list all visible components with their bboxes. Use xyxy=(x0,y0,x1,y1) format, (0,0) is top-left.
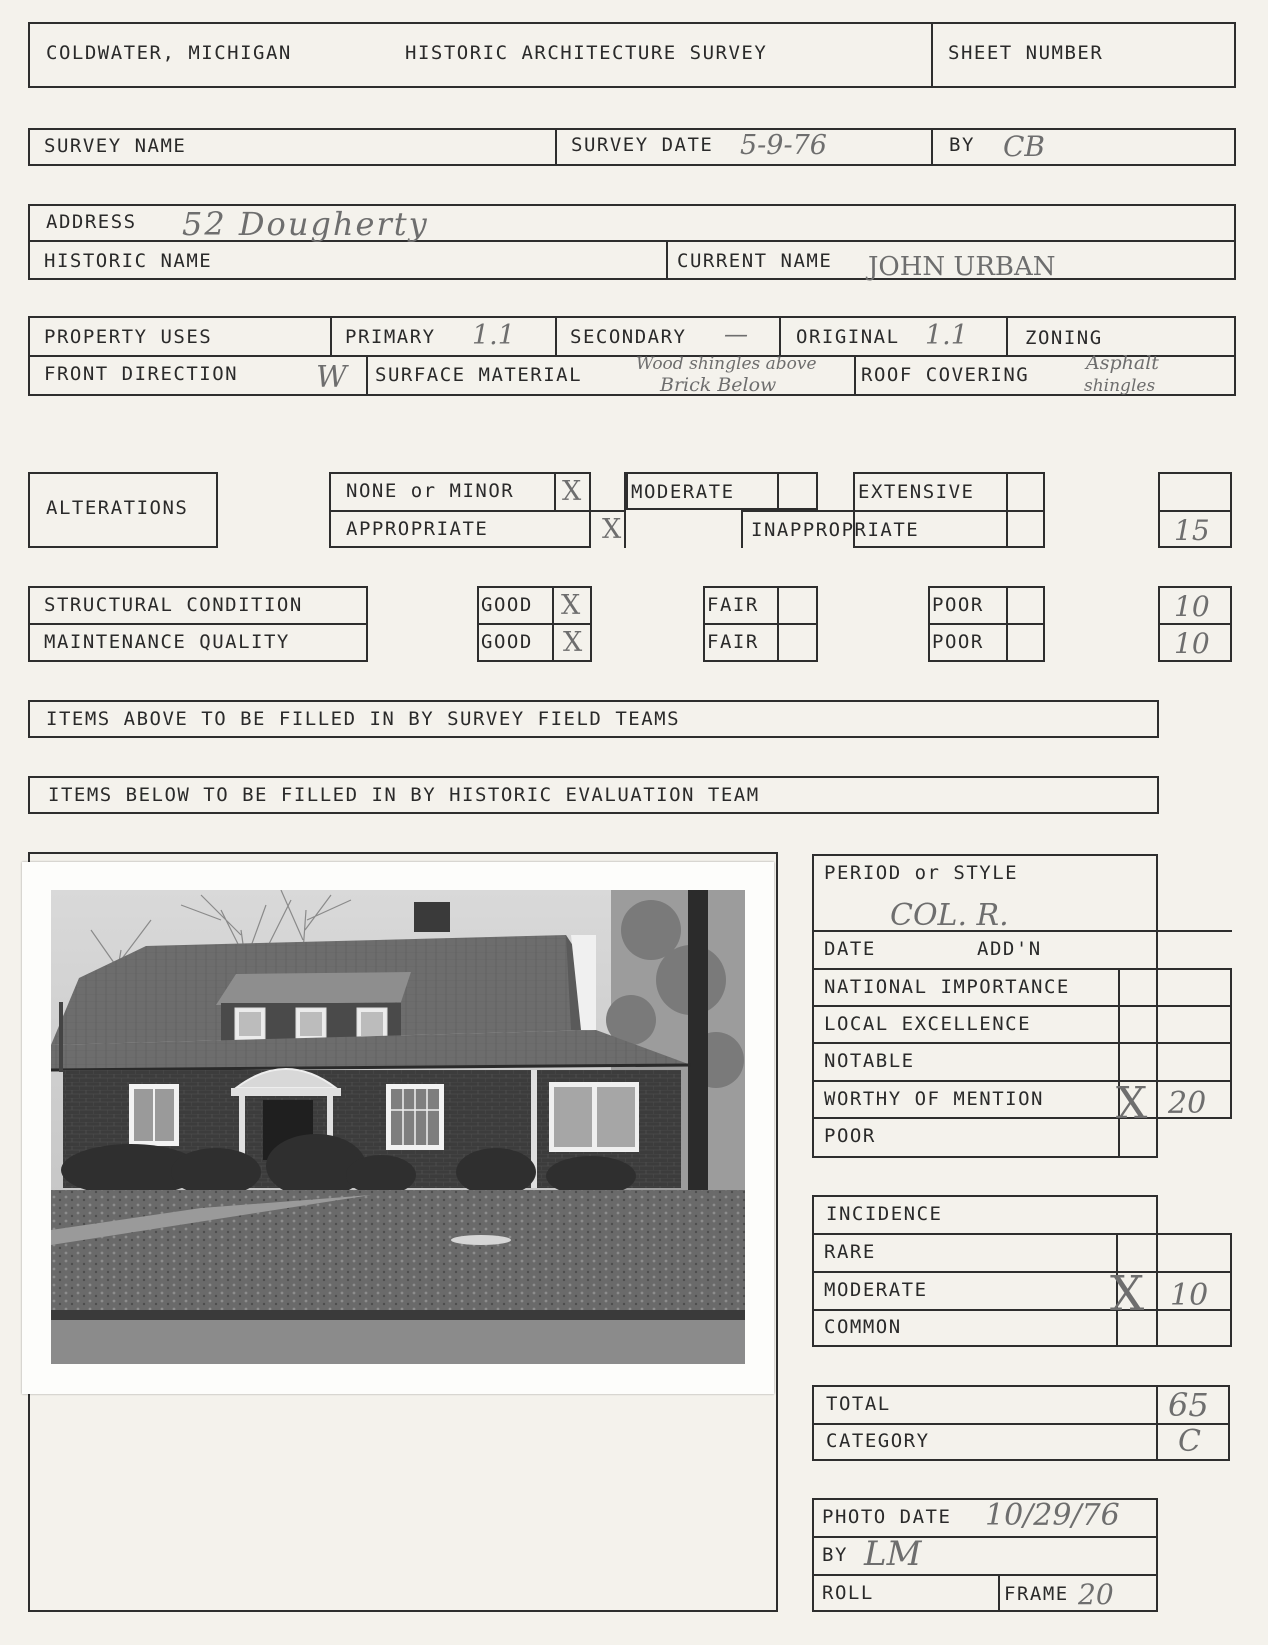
worthy-score: 20 xyxy=(1168,1086,1207,1121)
photo-date-value: 10/29/76 xyxy=(985,1498,1120,1533)
rare-label: RARE xyxy=(824,1241,876,1263)
fair-label-maintenance: FAIR xyxy=(707,631,759,653)
maintenance-quality-label: MAINTENANCE QUALITY xyxy=(44,631,290,653)
original-value: 1.1 xyxy=(925,320,968,351)
roll-label: ROLL xyxy=(822,1582,874,1604)
roof-covering-label: ROOF COVERING xyxy=(861,364,1030,386)
category-label: CATEGORY xyxy=(826,1430,930,1452)
house-photograph xyxy=(22,862,774,1394)
photo-by-label: BY xyxy=(822,1544,848,1566)
header-title: HISTORIC ARCHITECTURE SURVEY xyxy=(405,42,768,64)
alterations-score: 15 xyxy=(1174,514,1210,547)
notes-above: ITEMS ABOVE TO BE FILLED IN BY SURVEY FIELD TEAMS xyxy=(46,708,681,730)
secondary-label: SECONDARY xyxy=(570,326,687,348)
category-value: C xyxy=(1178,1424,1201,1459)
current-name-label: CURRENT NAME xyxy=(677,250,833,272)
addn-label: ADD'N xyxy=(977,938,1042,960)
good-label-structural: GOOD xyxy=(481,594,533,616)
original-label: ORIGINAL xyxy=(796,326,900,348)
current-name-value: JOHN URBAN xyxy=(868,252,1056,282)
survey-date-value: 5-9-76 xyxy=(740,130,827,161)
poor-label-structural: POOR xyxy=(932,594,984,616)
survey-by-value: CB xyxy=(1003,130,1045,163)
zoning-label: ZONING xyxy=(1025,327,1103,349)
address-label: ADDRESS xyxy=(46,211,137,233)
incidence-moderate-label: MODERATE xyxy=(824,1279,928,1301)
address-value: 52 Dougherty xyxy=(182,205,429,243)
frame-label: FRAME xyxy=(1004,1583,1069,1605)
none-minor-mark: X xyxy=(562,476,582,507)
alterations-label: ALTERATIONS xyxy=(46,497,189,519)
front-direction-value: W xyxy=(316,360,347,395)
surface-material-line1: Wood shingles above xyxy=(636,354,817,374)
notes-below: ITEMS BELOW TO BE FILLED IN BY HISTORIC EVALUATION TEAM xyxy=(48,784,760,806)
surface-material-line2: Brick Below xyxy=(660,374,777,396)
poor-label-maintenance: POOR xyxy=(932,631,984,653)
frame-value: 20 xyxy=(1078,1578,1114,1611)
primary-label: PRIMARY xyxy=(345,326,436,348)
period-style-label: PERIOD or STYLE xyxy=(824,862,1019,884)
header-city: COLDWATER, MICHIGAN xyxy=(46,42,292,64)
primary-value: 1.1 xyxy=(472,320,515,351)
structural-good-mark: X xyxy=(561,590,581,621)
survey-by-label: BY xyxy=(949,134,975,156)
national-importance-label: NATIONAL IMPORTANCE xyxy=(824,976,1070,998)
roof-covering-line1: Asphalt xyxy=(1086,352,1159,374)
appropriate-mark: X xyxy=(602,514,622,545)
moderate-label: MODERATE xyxy=(631,481,735,503)
notable-label: NOTABLE xyxy=(824,1050,915,1072)
common-label: COMMON xyxy=(824,1316,902,1338)
fair-label-structural: FAIR xyxy=(707,594,759,616)
sheet-number-label: SHEET NUMBER xyxy=(948,42,1104,64)
incidence-moderate-score: 10 xyxy=(1170,1278,1209,1313)
historic-name-label: HISTORIC NAME xyxy=(44,250,213,272)
good-label-maintenance: GOOD xyxy=(481,631,533,653)
appropriate-label: APPROPRIATE xyxy=(346,518,489,540)
front-direction-label: FRONT DIRECTION xyxy=(44,363,239,385)
total-value: 65 xyxy=(1168,1386,1209,1424)
extensive-label: EXTENSIVE xyxy=(858,481,975,503)
survey-date-label: SURVEY DATE xyxy=(571,134,714,156)
surface-material-label: SURFACE MATERIAL xyxy=(375,364,583,386)
date-label: DATE xyxy=(824,938,876,960)
incidence-label: INCIDENCE xyxy=(826,1203,943,1225)
worthy-of-mention-label: WORTHY OF MENTION xyxy=(824,1088,1044,1110)
incidence-moderate-mark: X xyxy=(1110,1266,1145,1322)
period-style-value: COL. R. xyxy=(890,898,1009,933)
maintenance-good-mark: X xyxy=(563,627,583,658)
structural-score: 10 xyxy=(1174,590,1210,623)
poor-label: POOR xyxy=(824,1125,876,1147)
roof-covering-line2: shingles xyxy=(1084,376,1156,396)
photo-by-value: LM xyxy=(864,1534,922,1574)
photo-date-label: PHOTO DATE xyxy=(822,1506,952,1528)
inappropriate-label: INAPPROPRIATE xyxy=(751,519,920,541)
maintenance-score: 10 xyxy=(1174,627,1210,660)
none-minor-label: NONE or MINOR xyxy=(346,480,515,502)
structural-condition-label: STRUCTURAL CONDITION xyxy=(44,594,303,616)
worthy-mark: X xyxy=(1116,1078,1148,1129)
total-label: TOTAL xyxy=(826,1393,891,1415)
house-photo-image xyxy=(51,890,745,1364)
property-uses-label: PROPERTY USES xyxy=(44,326,213,348)
secondary-value: — xyxy=(724,320,748,348)
local-excellence-label: LOCAL EXCELLENCE xyxy=(824,1013,1032,1035)
survey-name-label: SURVEY NAME xyxy=(44,135,187,157)
